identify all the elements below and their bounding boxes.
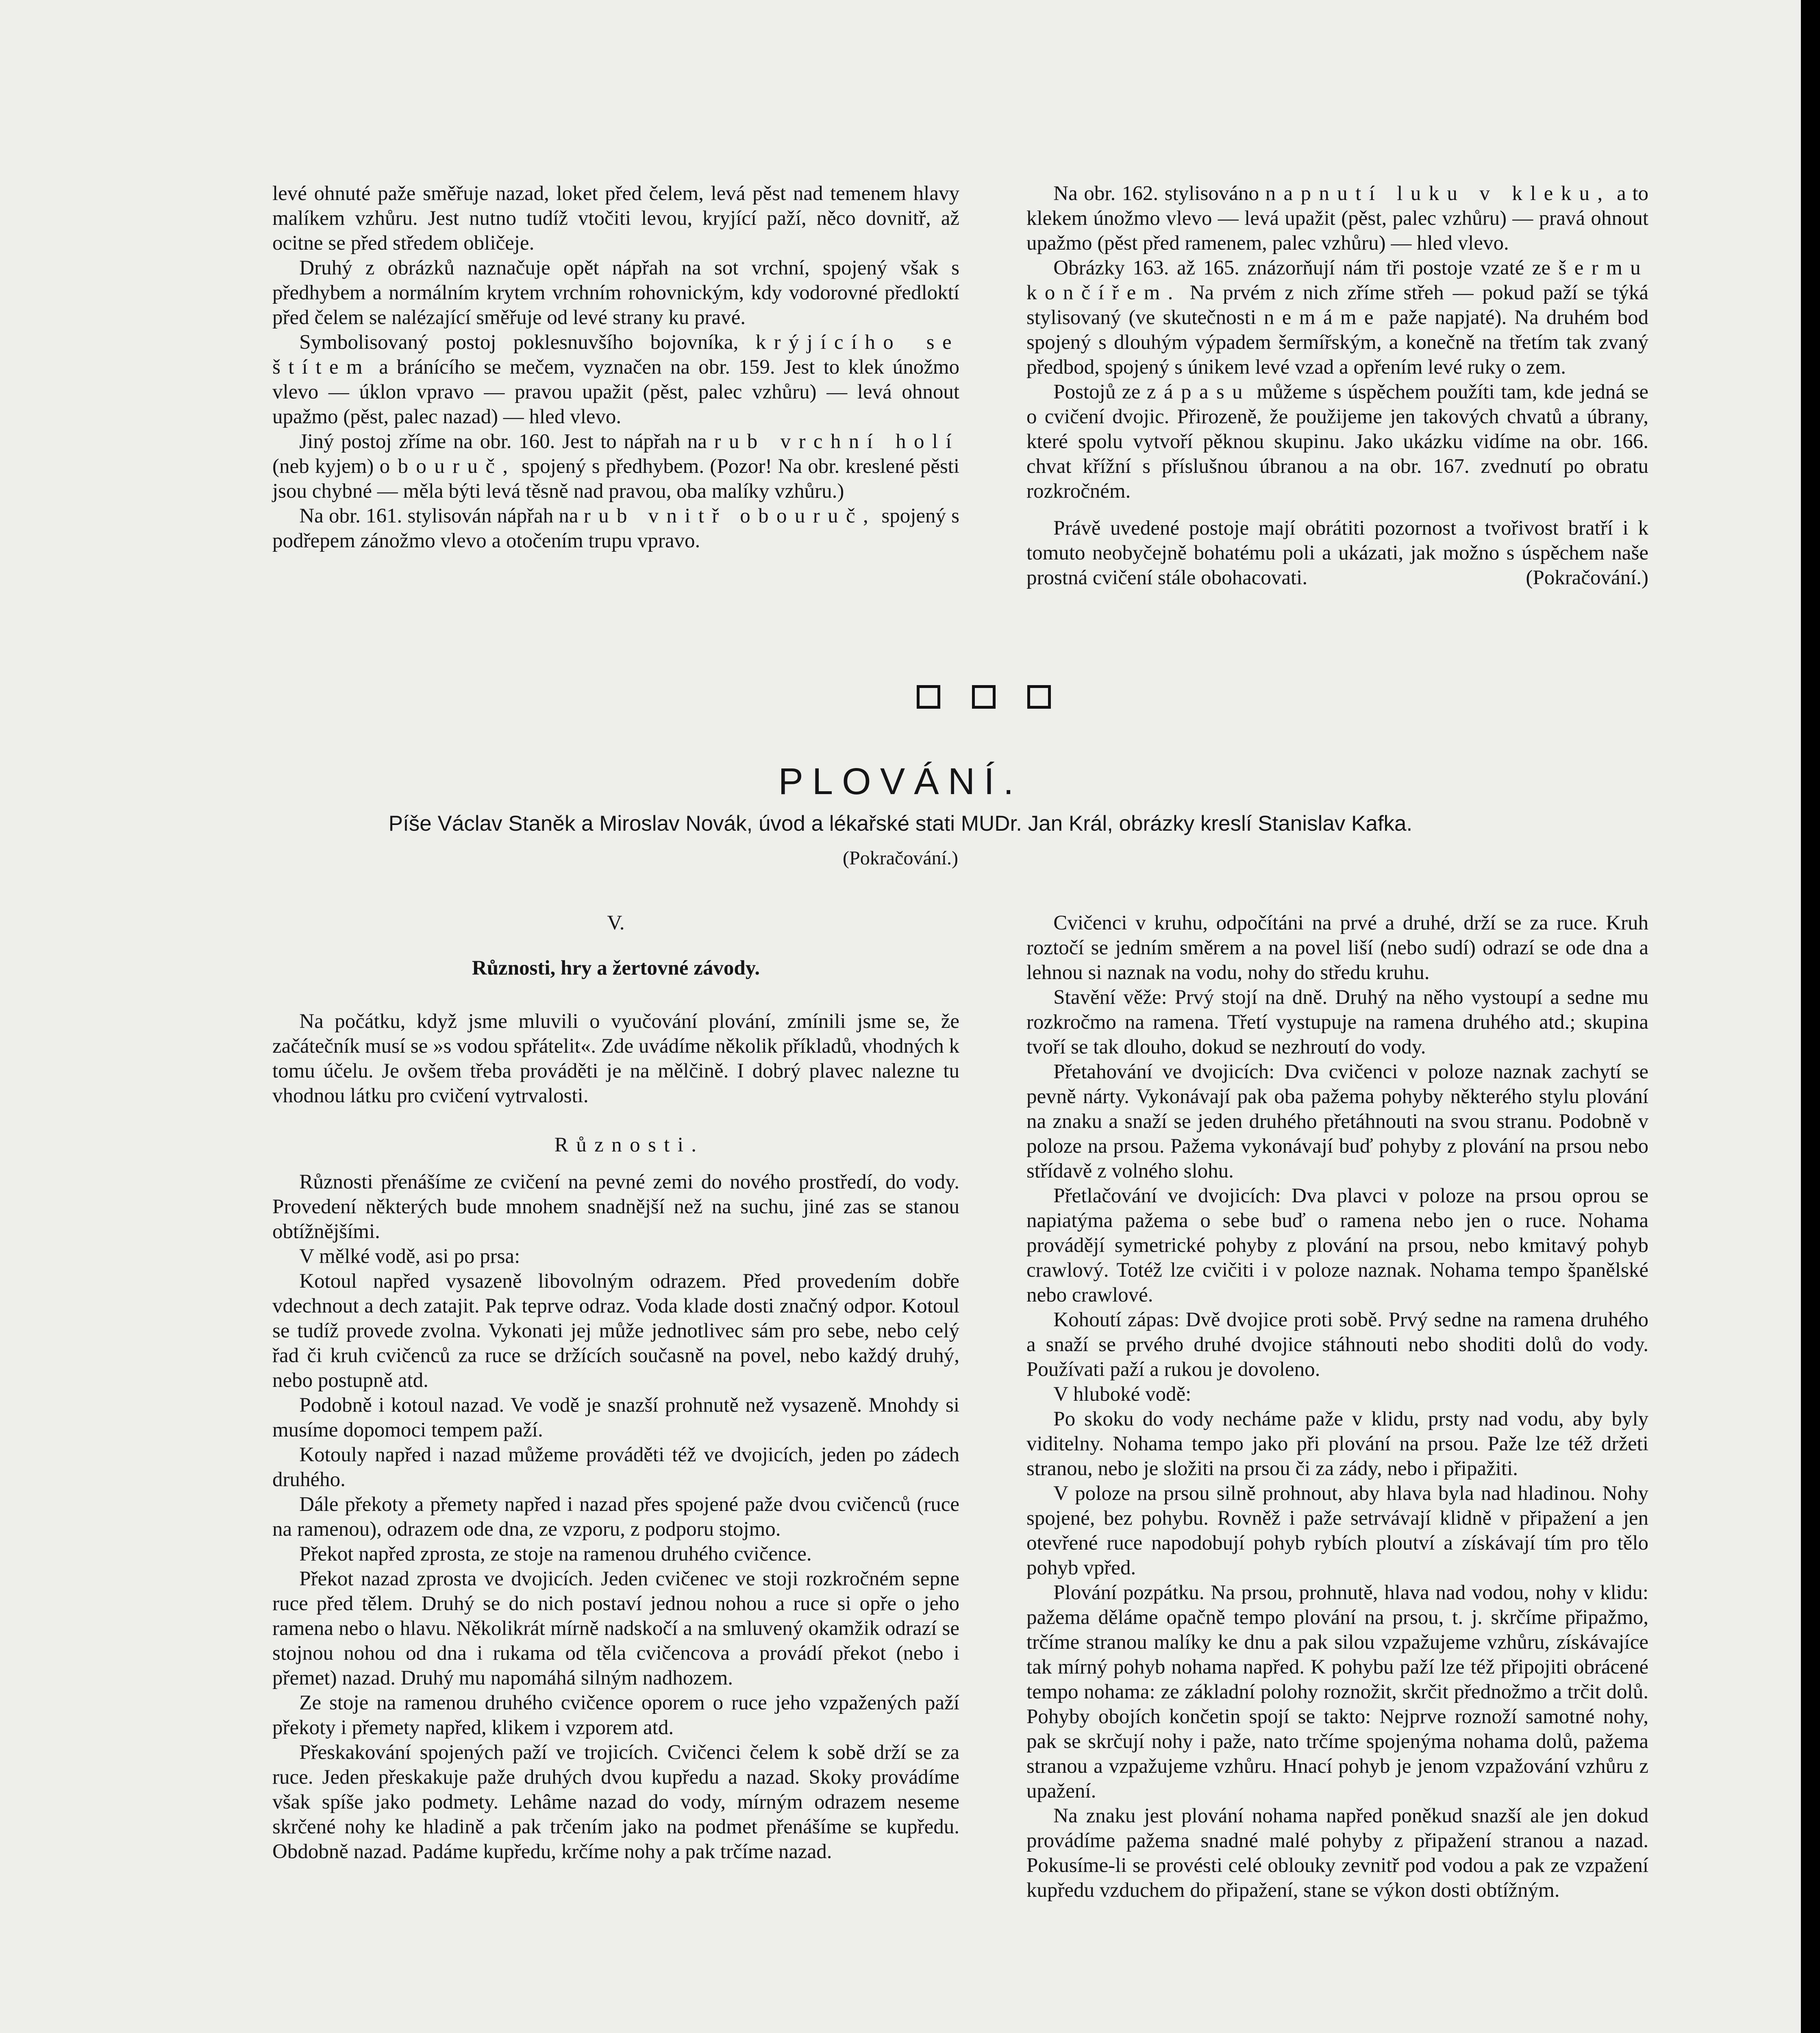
paragraph: V hluboké vodě: — [1053, 1383, 1192, 1406]
spaced-text: zápasu — [1146, 381, 1250, 403]
paragraph: V mělké vodě, asi po prsa: — [299, 1245, 520, 1268]
paragraph: Kotoul napřed vysazeně libovolným odrazem. Před provedením dobře vdechnout a dech zatajit. Pak teprve odraz. Voda klade dosti značný odpor. Kotoul se tudíž provede zvolna. Vykonati jej může jednotlivec sám pro sebe, nebo celý řad či kruh cvičenců za ruce se držících současně na povel, nebo každý druhý, nebo postupně atd. — [272, 1270, 959, 1392]
spaced-text: nemáme — [1263, 306, 1381, 329]
paragraph: Druhý z obrázků naznačuje opět nápřah na sot vrchní, spojený však s předhybem a normálním krytem vrchním rohovnickým, kdy vodorovné předloktí před čelem se nalézající směřuje od levé strany ku pravé. — [272, 257, 959, 329]
top-left-column — [272, 181, 959, 553]
text-run: spojený s předhybem. (Pozor! Na obr. kreslené pěsti jsou chybné — měla býti levá těsně nad pravou, oba malíky vzhůru.) — [272, 455, 960, 503]
paragraph: Ze stoje na ramenou druhého cvičence oporem o ruce jeho vzpažených paží překoty i přemety napřed, klikem i vzporem atd. — [272, 1691, 959, 1739]
text-run: Jiný postoj zříme na obr. 160. Jest to nápřah na — [299, 430, 707, 453]
text-run: a to klekem únožmo vlevo — levá upažit (pěst, palec vzhůru) — pravá ohnout upažmo (pěst před ramenem, palec vzhůru) — hled vlevo. — [1026, 182, 1649, 255]
text-run: můžeme s úspěchem použíti tam, kde jedná se o cvičení dvojic. Přirozeně, že použijeme jen takových chvatů a úbrany, které spolu vytvoří pěknou skupinu. Jako ukázku vidíme na obr. 166. chvat křížní s příslušnou úbranou a na obr. 167. zvednutí po obratu rozkročném. — [1026, 381, 1649, 503]
paragraph: Přetlačování ve dvojicích: Dva plavci v poloze na prsou oprou se napiatýma pažema o sebe buď o ramena nebo jen o ruce. Nohama provádějí symetrické pohyby z plování na prsou, nebo kmitavý pohyb crawlový. Totéž lze cvičiti i v poloze naznak. Nohama tempo španělské nebo crawlové. — [1026, 1184, 1648, 1306]
paragraph: Přetahování ve dvojicích: Dva cvičenci v poloze naznak zachytí se pevně nárty. Vykonávají pak oba pažema pohyby některého stylu plování na znaku a snaží se jeden druhého přetáhnouti na svou stranu. Podobně v poloze na prsou. Pažema vykonávají buď pohyby z plování na prsou nebo střídavě z volného slohu. — [1026, 1060, 1648, 1182]
paragraph: Podobně i kotoul nazad. Ve vodě je snazší prohnutě než vysazeně. Mnohdy si musíme dopomoci tempem paží. — [272, 1394, 959, 1441]
paragraph — [272, 504, 959, 553]
text-run: a bránícího se mečem, vyznačen na obr. 159. Jest to klek únožmo vlevo — úklon vpravo — pravou upažit (pěst, palec vzhůru) — levá ohnout upažmo (pěst, palec nazad) — hled vlevo. — [272, 356, 960, 428]
paragraph: Plování pozpátku. Na prsou, prohnutě, hlava nad vodou, nohy v klidu: pažema děláme opačně tempo plování na prsou, t. j. skrčíme připažmo, trčíme stranou malíky ke dnu a pak silou vzpažujeme vzhůru, získávajíce tak mírný pohyb nohama napřed. K pohybu paží lze též připojiti obrácené tempo nohama: ze základní polohy roznožit, skrčit přednožmo a trčit dolů. Pohyby obojích končetin spojí se takto: Nejprve roznoží samotné nohy, pak se skrčují nohy i paže, nato trčíme spojenýma nohama dolů, pažema stranou a vzpažujeme vzhůru. Hnací pohyb je jenom vzpažování vzhůru z upažení. — [1026, 1581, 1648, 1802]
text-run: Obrázky 163. až 165. znázorňují nám tři postoje vzaté ze — [1053, 257, 1551, 279]
text-run: Symbolisovaný postoj poklesnuvšího bojovníka, — [299, 331, 739, 354]
paragraph: Kotouly napřed i nazad můžeme prováděti též ve dvojicích, jeden po zádech druhého. — [272, 1443, 959, 1491]
spaced-text: obouruč, — [379, 455, 516, 478]
spaced-text: napnutí luku v kleku, — [1265, 182, 1611, 205]
paragraph — [1026, 256, 1648, 380]
continued-note: (Pokračování.) — [1526, 566, 1648, 589]
paragraph: Stavění věže: Prvý stojí na dně. Druhý na něho vystoupí a sedne mu rozkročmo na ramena. Třetí vystupuje na ramena druhého atd.; skupina tvoří se tak dlouho, dokud se nezhroutí do vody. — [1026, 986, 1648, 1058]
text-run: spojený s podřepem zánožmo vlevo a otočením trupu vpravo. — [272, 505, 960, 552]
paragraph: Po skoku do vody necháme paže v klidu, prsty nad vodu, aby byly viditelny. Nohama tempo jako při plování na prsou. Paže lze též držeti stranou, nebo je složiti na prsou či za zády, nebo i připažiti. — [1026, 1408, 1648, 1480]
spaced-text: krýjícího se štítem — [272, 331, 959, 379]
spaced-text: šermu končířem. — [1026, 257, 1649, 304]
paragraph — [1026, 516, 1648, 590]
paragraph: V poloze na prsou silně prohnout, aby hlava byla nad hladinou. Nohy spojené, bez pohybu. Rovněž i paže setrvávají klidně v připažení a jen otevřené ruce napodobují pohyb rybích ploutví a získávají tím pro tělo pohyb vpřed. — [1026, 1482, 1648, 1579]
bottom-right-column — [1026, 911, 1648, 1903]
square-ornament — [917, 685, 940, 709]
paragraph: Na znaku jest plování nohama napřed poněkud snazší ale jen dokud provádíme pažema snadné malé pohyby z připažení stranou a nazad. Pokusíme-li se provésti celé oblouky zevnitř pod vodou a pak ze vzpažení kupředu vzduchem do připažení, stane se výkon dosti obtížným. — [1026, 1804, 1648, 1902]
paragraph: Různosti přenášíme ze cvičení na pevné zemi do nového prostředí, do vody. Provedení některých bude mnohem snadnější než na suchu, jiné zas se stanou obtížnějšími. — [272, 1171, 959, 1243]
paragraph: Na počátku, když jsme mluvili o vyučování plování, zmínili jsme se, že začátečník musí se »s vodou spřátelit«. Zde uvádíme několik příkladů, vhodných k tomu účelu. Je ovšem třeba prováděti je na mělčině. I dobrý plavec nalezne tu vhodnou látku pro cvičení vytrvalosti. — [272, 1010, 959, 1107]
section-separator — [917, 685, 1051, 709]
bottom-left-column — [272, 911, 959, 1864]
spaced-text: rub vnitř obouruč, — [583, 505, 876, 527]
paragraph: Dále překoty a přemety napřed i nazad přes spojené paže dvou cvičenců (ruce na ramenou), odrazem ode dna, ze vzporu, z podporu stojmo. — [272, 1493, 959, 1541]
text-run: Na obr. 161. stylisován nápřah na — [299, 505, 578, 527]
paragraph — [272, 330, 959, 429]
continuation-note: (Pokračování.) — [843, 847, 958, 869]
text-run: Na obr. 162. stylisováno — [1053, 182, 1259, 205]
top-right-column — [1026, 181, 1648, 590]
text-run: Právě uvedené postoje mají obrátiti pozornost a tvořivost bratří i k tomuto neobyčejně bohatému poli a ukázati, jak možno s úspěchem naše prostná cvičení stále obohacovati. — [1026, 517, 1648, 589]
square-ornament — [972, 685, 996, 709]
text-run: Postojů ze — [1053, 381, 1141, 403]
paragraph — [1026, 181, 1648, 256]
paragraph: Překot nazad zprosta ve dvojicích. Jeden cvičenec ve stoji rozkročném sepne ruce před tělem. Druhý se do nich postaví jednou nohou a ruce si opře o jeho ramena nebo o hlavu. Několikrát mírně nadskočí a na smluvený okamžik odrazí se stojnou nohou od dna i rukama od těla cvičencova a provádí překot (nebo i přemet) nazad. Druhý mu napomáhá silným nadhozem. — [272, 1567, 959, 1689]
paragraph: Cvičenci v kruhu, odpočítáni na prvé a druhé, drží se za ruce. Kruh roztočí se jedním směrem a na povel liší (nebo sudí) odrazí se ode dna a lehnou si naznak na vodu, nohy do středu kruhu. — [1026, 912, 1648, 984]
spaced-text: Různosti. — [554, 1134, 705, 1156]
paragraph: levé ohnuté paže směřuje nazad, loket před čelem, levá pěst nad temenem hlavy malíkem vzhůru. Jest nutno tudíž vtočiti levou, kryjící paží, něco dovnitř, až ocitne se před středem obličeje. — [272, 182, 959, 255]
text-run: (neb kyjem) — [272, 455, 374, 478]
paragraph — [272, 429, 959, 504]
text-run: paže napjaté). Na druhém bod spojený s dlouhým výpadem šermířským, a konečně na třetím tak zvaný předbod, spojený s únikem levé vzad a opřením levé ruky o zem. — [1026, 306, 1648, 379]
text-run: Na prvém z nich zříme střeh — pokud paží se týká stylisovaný (ve skutečnosti — [1026, 281, 1648, 329]
article-title: PLOVÁNÍ. — [778, 761, 1023, 802]
paragraph — [1026, 380, 1648, 504]
section-number: V. — [607, 912, 625, 934]
paragraph: Kohoutí zápas: Dvě dvojice proti sobě. Prvý sedne na ramena druhého a snaží se prvého druhé dvojice stáhnouti nebo shoditi dolů do vody. Používati paží a rukou je dovoleno. — [1026, 1308, 1648, 1381]
section-title: Různosti, hry a žertovné závody. — [472, 957, 760, 979]
scan-border — [1801, 0, 1820, 2033]
square-ornament — [1027, 685, 1051, 709]
paragraph: Přeskakování spojených paží ve trojicích. Cvičenci čelem k sobě drží se za ruce. Jeden přeskakuje paže druhých dvou kupředu a nazad. Skoky provádíme však spíše jako podmety. Lehâme nazad do vody, mírným odrazem neseme skrčené nohy ke hladině a pak trčením jako na podmet přenášíme se kupředu. Obdobně nazad. Padáme kupředu, krčíme nohy a pak trčíme nazad. — [272, 1741, 959, 1863]
paragraph: Překot napřed zprosta, ze stoje na ramenou druhého cvičence. — [299, 1543, 812, 1565]
subheading — [272, 1133, 959, 1158]
article-byline: Píše Václav Staněk a Miroslav Novák, úvod a lékařské stati MUDr. Jan Král, obrázky kreslí Stanislav Kafka. — [388, 812, 1413, 836]
spaced-text: rub vrchní holí — [714, 430, 960, 453]
